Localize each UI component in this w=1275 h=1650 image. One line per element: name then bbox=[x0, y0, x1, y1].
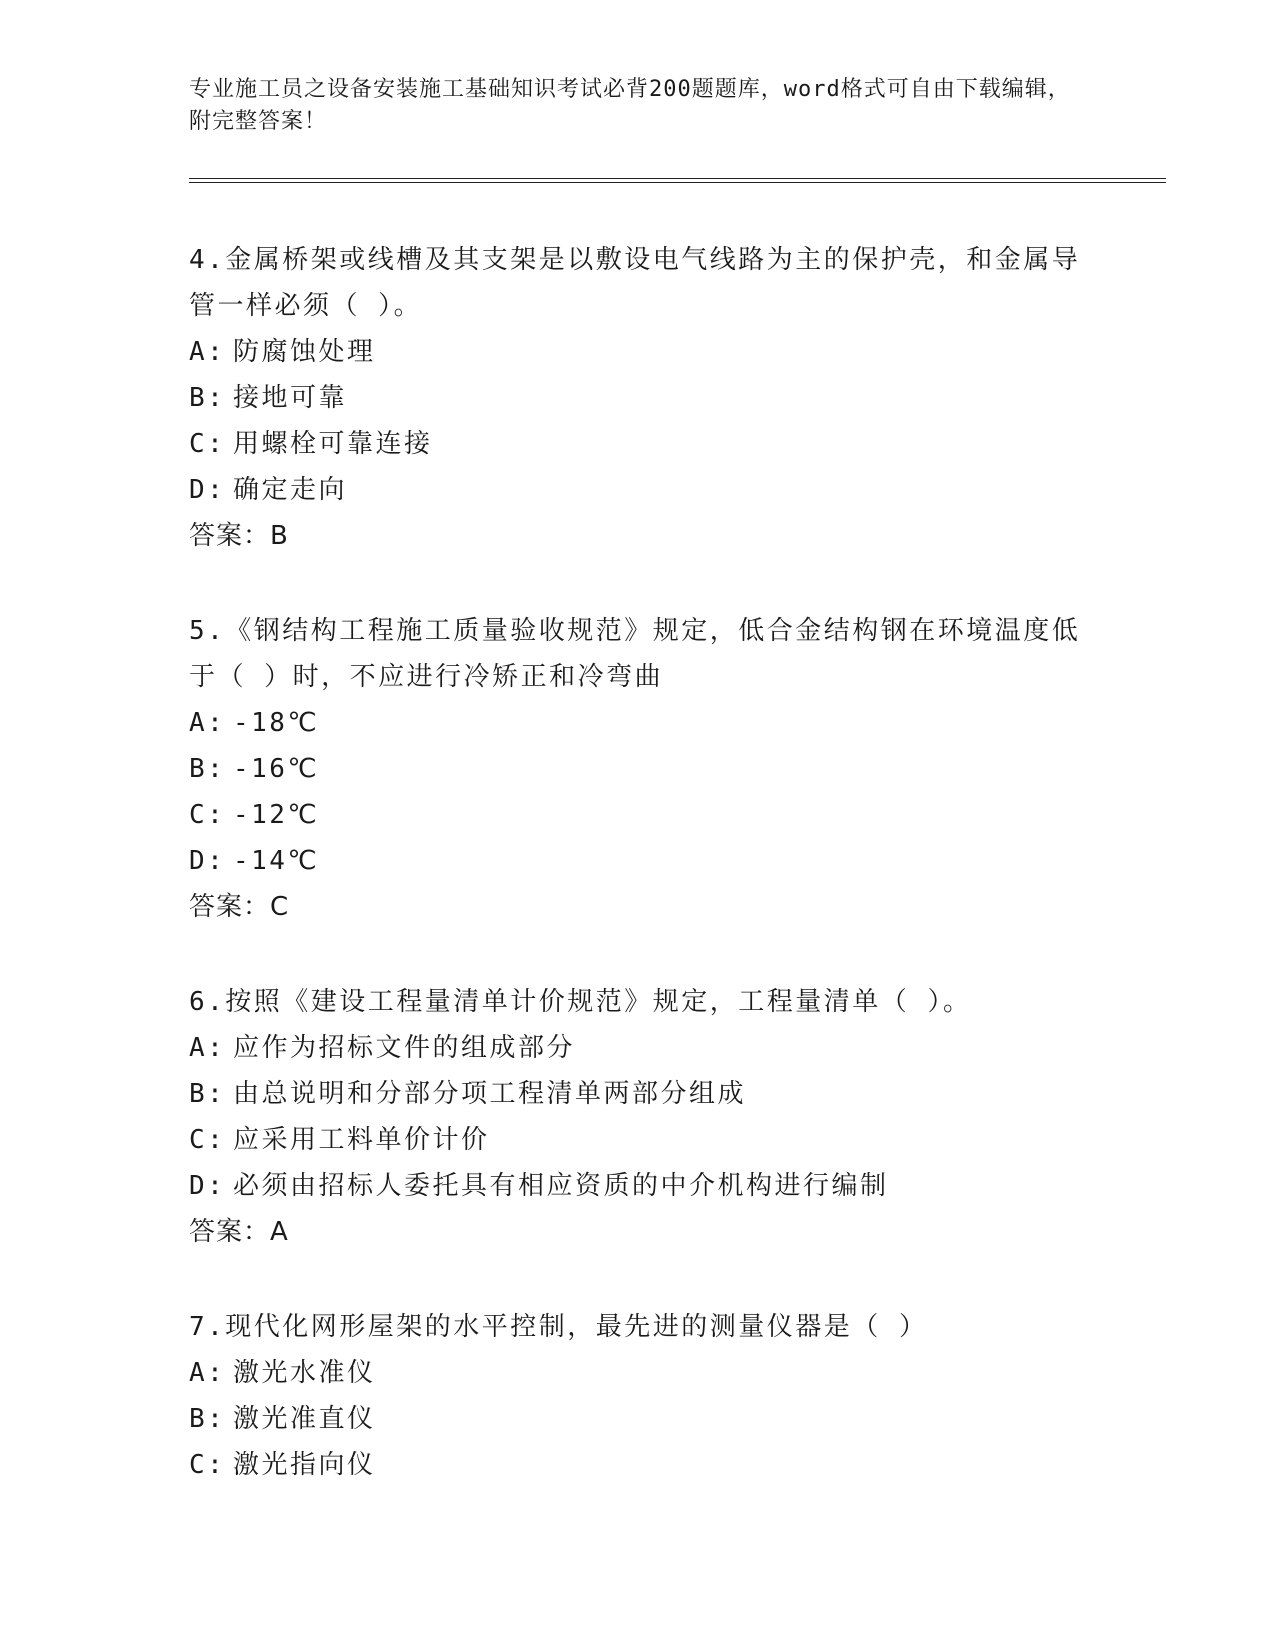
option-letter: A: bbox=[189, 1033, 226, 1063]
option-text: 用螺栓可靠连接 bbox=[233, 429, 433, 459]
option-text: 应采用工料单价计价 bbox=[233, 1125, 490, 1155]
option-letter: D: bbox=[189, 1171, 226, 1201]
question-item bbox=[189, 237, 1089, 559]
option-text: 接地可靠 bbox=[233, 383, 348, 413]
option-text: 确定走向 bbox=[233, 475, 348, 505]
option-item bbox=[189, 1071, 1089, 1117]
option-item bbox=[189, 1117, 1089, 1163]
option-letter: C: bbox=[189, 800, 226, 830]
option-item bbox=[189, 1396, 1089, 1442]
option-text: -14℃ bbox=[233, 846, 320, 876]
option-letter: D: bbox=[189, 475, 226, 505]
option-letter: C: bbox=[189, 1125, 226, 1155]
question-item bbox=[189, 608, 1089, 930]
option-letter: B: bbox=[189, 383, 226, 413]
question-stem: 7.现代化网形屋架的水平控制，最先进的测量仪器是（ ） bbox=[189, 1312, 928, 1342]
option-item bbox=[189, 375, 1089, 421]
question-stem: 5.《钢结构工程施工质量验收规范》规定，低合金结构钢在环境温度低于（ ）时，不应进行冷矫正和冷弯曲 bbox=[189, 616, 1081, 692]
option-item bbox=[189, 1350, 1089, 1396]
option-text: 激光水准仪 bbox=[233, 1358, 376, 1388]
option-item bbox=[189, 1025, 1089, 1071]
question-list bbox=[189, 237, 1089, 1537]
option-item bbox=[189, 467, 1089, 513]
option-text: 必须由招标人委托具有相应资质的中介机构进行编制 bbox=[233, 1171, 889, 1201]
option-text: -16℃ bbox=[233, 754, 320, 784]
option-letter: B: bbox=[189, 1079, 226, 1109]
answer-line: 答案：A bbox=[189, 1217, 289, 1247]
option-item bbox=[189, 746, 1089, 792]
option-item bbox=[189, 1442, 1089, 1488]
option-text: 防腐蚀处理 bbox=[233, 337, 376, 367]
question-item bbox=[189, 979, 1089, 1255]
option-letter: A: bbox=[189, 708, 226, 738]
option-text: -18℃ bbox=[233, 708, 320, 738]
answer-line: 答案：B bbox=[189, 521, 289, 551]
option-letter: A: bbox=[189, 337, 226, 367]
option-text: 应作为招标文件的组成部分 bbox=[233, 1033, 576, 1063]
option-item bbox=[189, 1163, 1089, 1209]
option-text: 激光指向仪 bbox=[233, 1450, 376, 1480]
option-letter: B: bbox=[189, 754, 226, 784]
header-divider bbox=[189, 178, 1166, 183]
option-item bbox=[189, 838, 1089, 884]
option-text: 由总说明和分部分项工程清单两部分组成 bbox=[233, 1079, 747, 1109]
option-item bbox=[189, 421, 1089, 467]
option-text: -12℃ bbox=[233, 800, 320, 830]
question-stem: 6.按照《建设工程量清单计价规范》规定，工程量清单（ ）。 bbox=[189, 987, 972, 1017]
document-header: 专业施工员之设备安装施工基础知识考试必背200题题库，word格式可自由下载编辑，附完整答案！ bbox=[189, 77, 1071, 134]
question-stem: 4.金属桥架或线槽及其支架是以敷设电气线路为主的保护壳，和金属导管一样必须（ ）。 bbox=[189, 245, 1081, 321]
option-item bbox=[189, 792, 1089, 838]
option-letter: C: bbox=[189, 1450, 226, 1480]
option-letter: A: bbox=[189, 1358, 226, 1388]
answer-line: 答案：C bbox=[189, 892, 290, 922]
option-letter: C: bbox=[189, 429, 226, 459]
option-letter: D: bbox=[189, 846, 226, 876]
option-letter: B: bbox=[189, 1404, 226, 1434]
option-item bbox=[189, 700, 1089, 746]
option-text: 激光准直仪 bbox=[233, 1404, 376, 1434]
question-item bbox=[189, 1304, 1089, 1488]
option-item bbox=[189, 329, 1089, 375]
